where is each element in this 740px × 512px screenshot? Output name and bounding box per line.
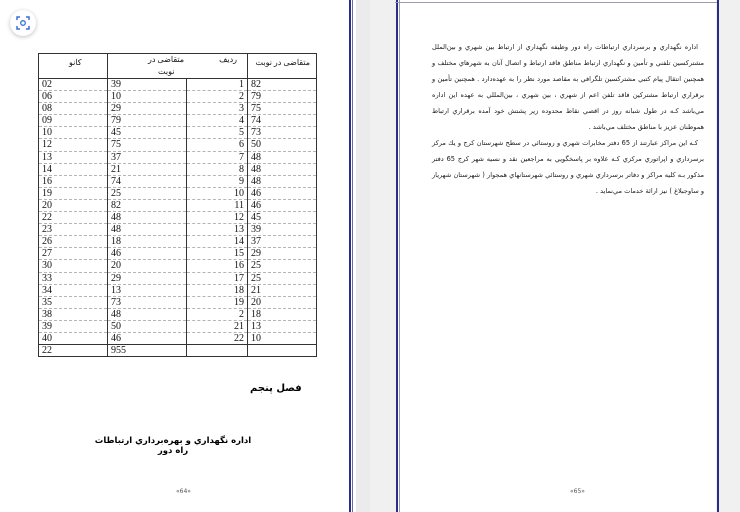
table-row <box>39 103 317 115</box>
page-border-left <box>396 0 398 512</box>
table-row <box>39 163 317 175</box>
table-cell: 13 <box>186 224 247 236</box>
table-cell: 48 <box>108 224 187 236</box>
table-row <box>39 260 317 272</box>
table-row <box>39 115 317 127</box>
table-cell: 45 <box>248 212 317 224</box>
table-cell: 17 <box>186 272 247 284</box>
table-row <box>39 187 317 199</box>
table-row <box>39 284 317 296</box>
table-cell: 34 <box>39 284 108 296</box>
table-cell: 6 <box>186 139 247 151</box>
table-cell: 15 <box>186 248 247 260</box>
table-cell: 46 <box>108 332 187 344</box>
page-gutter <box>356 0 370 512</box>
table-cell: 4 <box>186 115 247 127</box>
total-a: 22 <box>39 345 108 357</box>
table-row <box>39 332 317 344</box>
table-cell: 1 <box>186 79 247 91</box>
table-cell: 38 <box>39 308 108 320</box>
table-row <box>39 236 317 248</box>
table-cell: 19 <box>186 296 247 308</box>
page-border-right <box>349 0 351 512</box>
table-cell: 46 <box>108 248 187 260</box>
table-row <box>39 212 317 224</box>
table-row <box>39 91 317 103</box>
table-cell: 48 <box>108 308 187 320</box>
table-cell: 50 <box>108 320 187 332</box>
table-cell: 7 <box>186 151 247 163</box>
body-text <box>432 40 704 201</box>
table-cell: 82 <box>248 79 317 91</box>
table-cell: 29 <box>108 272 187 284</box>
scan-button[interactable] <box>10 10 36 36</box>
table-cell: 39 <box>248 224 317 236</box>
table-row <box>39 248 317 260</box>
table-row <box>39 151 317 163</box>
page-border-right <box>717 0 719 512</box>
table-cell: 13 <box>108 284 187 296</box>
table-cell: 11 <box>186 199 247 211</box>
table-cell: 20 <box>248 296 317 308</box>
table-cell: 10 <box>39 127 108 139</box>
table-cell: 13 <box>39 151 108 163</box>
table-cell: 50 <box>248 139 317 151</box>
page-64 <box>0 0 356 512</box>
table-cell: 18 <box>248 308 317 320</box>
table-cell: 16 <box>186 260 247 272</box>
table-cell: 48 <box>248 175 317 187</box>
table-cell: 73 <box>248 127 317 139</box>
chapter-subtitle: اداره نگهداري و بهره‌برداري ارتباطات راه دور <box>94 436 252 456</box>
table-cell: 30 <box>39 260 108 272</box>
paragraph-2: كـه اين مراكز عبارتند از 65 دفتر مخابرات شهري و روستائي در سطح شهرستان كرج و يك مركز برسرداري و اپراتوري مركزي كـه علاوه بر پاسخگويي به مراجعين نقد و نسيه شهر كرج 65 دفتر مذكور بـه كليه مراكز و دفاتر برسرداري شهري و روستائي شهرستانهاي همجوار ( شهرستان شهريار و ساوجبلاغ ) نيز ارائة خدمات مي‌نمايد . <box>432 139 705 196</box>
table-cell: 75 <box>248 103 317 115</box>
page-border-right-inner <box>352 0 353 512</box>
queue-table <box>38 53 317 357</box>
table-cell: 48 <box>108 212 187 224</box>
table-cell: 2 <box>186 308 247 320</box>
table-cell: 48 <box>248 163 317 175</box>
table-cell: 12 <box>39 139 108 151</box>
table-cell: 74 <box>108 175 187 187</box>
table-cell: 79 <box>108 115 187 127</box>
table-cell: 13 <box>248 320 317 332</box>
table-cell: 46 <box>248 199 317 211</box>
table-row <box>39 199 317 211</box>
table-cell: 25 <box>248 260 317 272</box>
table-cell: 18 <box>186 284 247 296</box>
table-cell: 39 <box>39 320 108 332</box>
table-cell: 39 <box>108 79 187 91</box>
table-cell: 82 <box>108 199 187 211</box>
table-cell: 79 <box>248 91 317 103</box>
table-cell: 8 <box>186 163 247 175</box>
table-cell: 22 <box>186 332 247 344</box>
table-cell: 37 <box>248 236 317 248</box>
table-row <box>39 296 317 308</box>
table-total-row <box>39 345 317 357</box>
paragraph-1: اداره نگهداري و برسرداري ارتباطات راه دور وظيفه نگهداري از ارتباط بين شهري و بين‌الملل مشتركسين تلفني و تأمين و نگهداري ارتباط مناطق فاقد ارتباط و اتصال آنان به شهرهاي مختلف و همچنين انتقال پيام كتبي مشتركسين تلگرافي به مقاصد مورد نظر را به عهده‌دارد . همچنين تأمين و برقراري ارتباط مشتركين فاقد تلفن اعم از شهري ، بين شهري ، بين‌المللي به عهده اين اداره مي‌باشد كـه در طول شبانه روز در اقصي نقاط محدوده زير پشتش خود آمده برقراري ارتباط هموطنان عزيز با مناطق مختلف مي‌باشد . <box>432 43 704 131</box>
table-cell: 46 <box>248 187 317 199</box>
page-number: «64» <box>176 488 191 495</box>
table-cell: 19 <box>39 187 108 199</box>
table-cell: 3 <box>186 103 247 115</box>
table-cell: 74 <box>248 115 317 127</box>
table-row <box>39 224 317 236</box>
header-kano: کانو <box>39 54 108 79</box>
table-cell: 29 <box>248 248 317 260</box>
table-cell: 21 <box>248 284 317 296</box>
table-cell: 10 <box>108 91 187 103</box>
table-header-row <box>39 54 317 79</box>
table-cell: 9 <box>186 175 247 187</box>
table-cell: 37 <box>108 151 187 163</box>
table-row <box>39 175 317 187</box>
table-cell: 23 <box>39 224 108 236</box>
table-cell: 48 <box>248 151 317 163</box>
table-cell: 12 <box>186 212 247 224</box>
table-cell: 75 <box>108 139 187 151</box>
table-cell: 35 <box>39 296 108 308</box>
table-cell: 10 <box>248 332 317 344</box>
chapter-title: فصل پنجم <box>250 383 302 394</box>
table-cell: 18 <box>108 236 187 248</box>
table-cell: 14 <box>39 163 108 175</box>
table-cell: 08 <box>39 103 108 115</box>
scan-icon <box>16 16 30 30</box>
table-cell: 40 <box>39 332 108 344</box>
table-cell: 26 <box>39 236 108 248</box>
table-cell: 73 <box>108 296 187 308</box>
table-row <box>39 320 317 332</box>
table-cell: 16 <box>39 175 108 187</box>
table-cell: 06 <box>39 91 108 103</box>
table-row <box>39 127 317 139</box>
header-request-in-queue: متقاضی در نوبت <box>248 54 317 79</box>
table-cell: 20 <box>108 260 187 272</box>
table-cell: 21 <box>186 320 247 332</box>
table-cell: 09 <box>39 115 108 127</box>
table-cell: 22 <box>39 212 108 224</box>
table-cell: 5 <box>186 127 247 139</box>
table-cell: 25 <box>108 187 187 199</box>
table-cell: 2 <box>186 91 247 103</box>
table-cell: 14 <box>186 236 247 248</box>
header-applicants: نوبت ردیف متقاضی در <box>108 54 248 79</box>
table-row <box>39 139 317 151</box>
table-cell: 21 <box>108 163 187 175</box>
table-cell: 33 <box>39 272 108 284</box>
table-row <box>39 272 317 284</box>
table-cell: 02 <box>39 79 108 91</box>
table-cell: 25 <box>248 272 317 284</box>
total-b: 955 <box>108 345 187 357</box>
table-row <box>39 308 317 320</box>
table-cell: 29 <box>108 103 187 115</box>
table-cell: 27 <box>39 248 108 260</box>
table-cell: 10 <box>186 187 247 199</box>
table-cell: 20 <box>39 199 108 211</box>
table-cell: 45 <box>108 127 187 139</box>
page-number: «65» <box>570 488 585 495</box>
table-row <box>39 79 317 91</box>
